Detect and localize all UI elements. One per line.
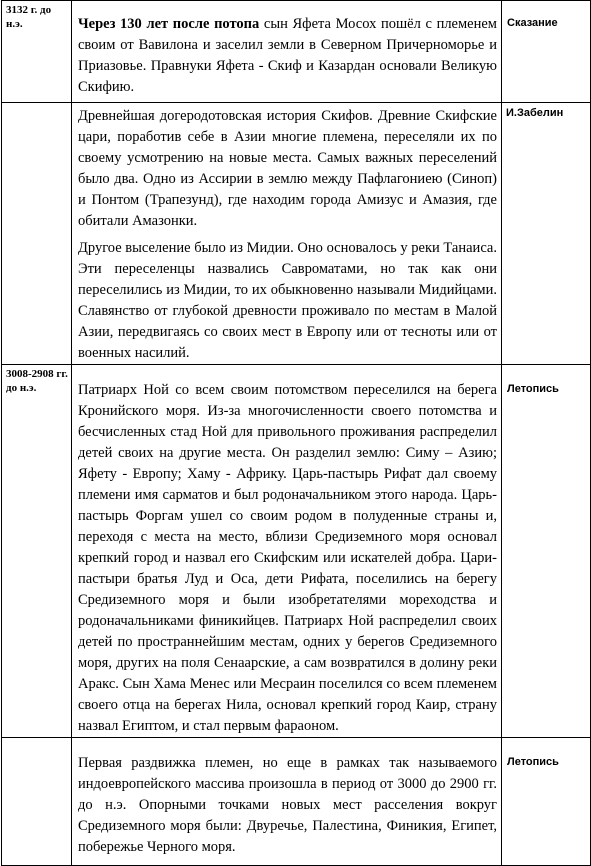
- date-cell: [2, 365, 72, 738]
- row-date: 3132 г. до н.э.: [6, 4, 52, 30]
- text-cell: [72, 738, 502, 866]
- date-cell: [2, 738, 72, 866]
- text-cell: [72, 365, 502, 738]
- row-date: [2, 738, 71, 740]
- row-source: И.Забелин: [506, 107, 564, 119]
- row-source: Сказание: [507, 17, 558, 29]
- source-cell: [502, 103, 591, 365]
- table-row: [2, 365, 591, 738]
- source-cell: [502, 738, 591, 866]
- table-row: [2, 738, 591, 866]
- row-text: Патриарх Ной со всем своим потомством переселился на берега Кронийского моря. Из-за многочисленности своего потомства и бесчисленных стад Ной для привольного проживания распределил детей своих на другие места. Он разделил землю: Симу – Азию; Яфету - Европу; Хаму - Африку. Царь-пастырь Рифат дал своему племени имя сарматов и был родоначальником этого народа. Царь-пастырь Форгам ушел со своим родом в полуденные страны и, переходя с места на место, вблизи Средиземного моря основал крепкий город и назвал его Скифским или искателей добра. Цари-пастыри братья Луд и Оса, дети Рифата, поселились на берегу Средиземного моря и были изобретателями мореходства и родоначальниками финикийцев. Патриарх Ной распределил своих детей по пространнейшим местам, одних у берегов Средиземного моря, других на поля Сенаарские, а сам возвратился в долину реки Аракс. Сын Хама Менес или Месраин поселился со всем племенем своего отца на берегах Нила, основал крепкий город Каир, страну назвал Египтом, и стал первым фараоном.: [78, 382, 497, 734]
- chronology-table: [1, 0, 591, 866]
- text-cell: [72, 103, 502, 365]
- row-date: [2, 103, 71, 105]
- row-source: Летопись: [507, 756, 559, 768]
- row-lead-text: Через 130 лет после потопа: [78, 16, 260, 32]
- row-paragraph: Древнейшая догеродотовская история Скифов. Древние Скифские цари, поработив себе в Азии многие племена, переселяли их по своему усмотрению на новые места. Самых важных переселений было два. Одно из Ассирии в землю между Пафлагониею (Синоп) и Понтом (Трапезунд), где находим города Амизус и Амазия, где обитали Амазонки.: [78, 108, 497, 229]
- source-cell: [502, 365, 591, 738]
- date-cell: [2, 1, 72, 103]
- row-text: Первая раздвижка племен, но еще в рамках так называемого индоевропейского массива произошла в период от 3000 до 2900 гг. до н.э. Опорными точками новых мест расселения вокруг Средиземного моря были: Двуречье, Палестина, Финикия, Египет, побережье Черного моря.: [78, 755, 497, 855]
- row-date: 3008-2908 гг. до н.э.: [6, 368, 68, 394]
- date-cell: [2, 103, 72, 365]
- table-row: [2, 1, 591, 103]
- row-paragraph: Другое выселение было из Мидии. Оно основалось у реки Танаиса. Эти переселенцы назвались Савроматами, но так как они переселились из Мидии, то их обыкновенно называли Мидийцами. Славянство от глубокой древности проживало по местам в Малой Азии, передвигаясь со своих мест в Европу или от тесноты или от военных насилий.: [78, 240, 497, 361]
- source-cell: [502, 1, 591, 103]
- table-row: [2, 103, 591, 365]
- row-source: Летопись: [507, 383, 559, 395]
- text-cell: [72, 1, 502, 103]
- row-body-text: сын Яфета Мосох пошёл с племенем своим от Вавилона и заселил земли в Северном Причерноморье и Приазовье. Правнуки Яфета - Скиф и Казардан основали Великую Скифию.: [78, 16, 497, 95]
- row-text: [72, 1, 501, 98]
